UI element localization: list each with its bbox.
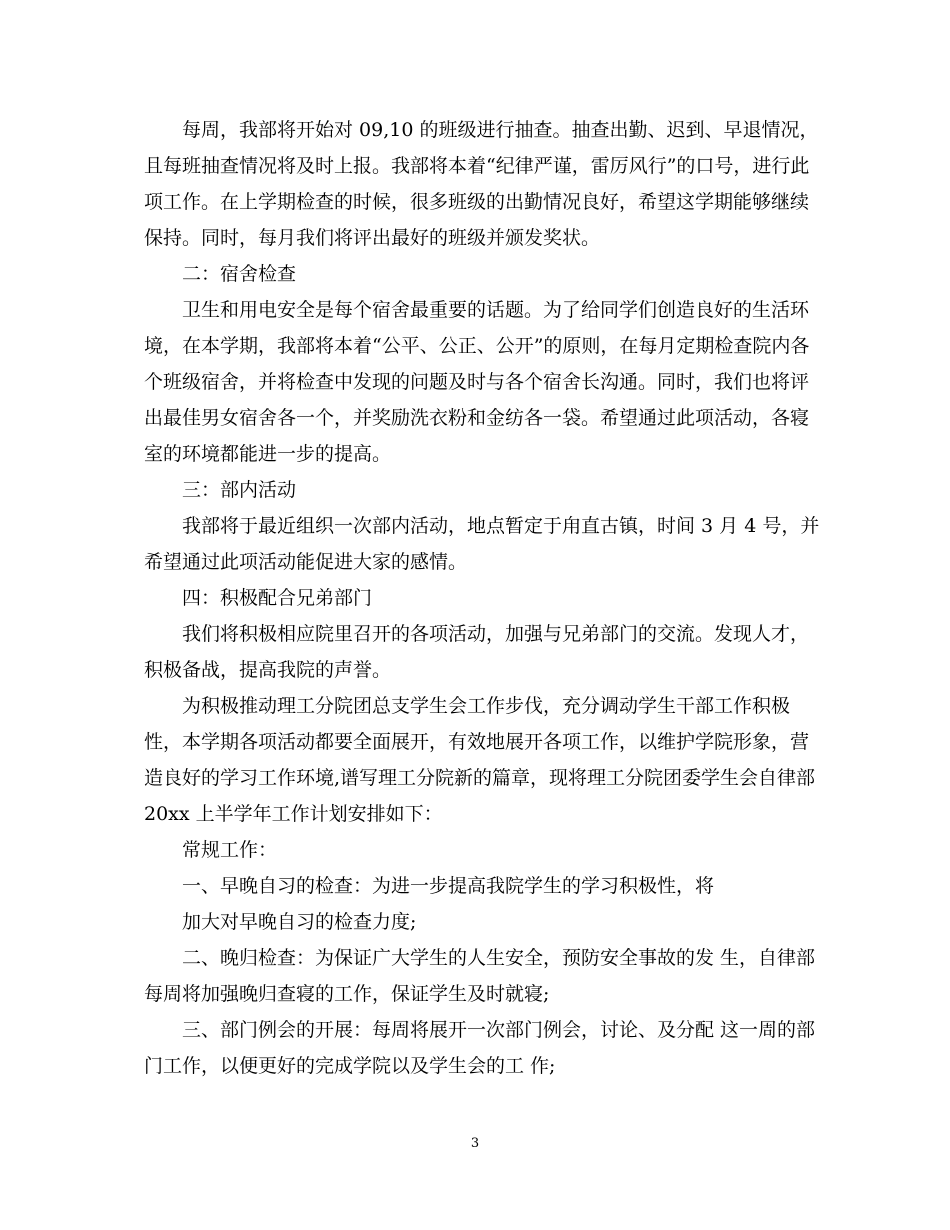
text-line: 卫生和用电安全是每个宿舍最重要的话题。为了给同学们创造良好的生活环 <box>182 299 810 321</box>
text-line: 项工作。在上学期检查的时候，很多班级的出勤情况良好，希望这学期能够继续 <box>144 191 810 213</box>
text-line: 四：积极配合兄弟部门 <box>182 587 373 609</box>
text-line: 每周将加强晚归查寝的工作，保证学生及时就寝; <box>144 983 550 1005</box>
text-line: 造良好的学习工作环境,谱写理工分院新的篇章，现将理工分院团委学生会自律部 <box>144 767 816 789</box>
text-line: 我们将积极相应院里召开的各项活动，加强与兄弟部门的交流。发现人才， <box>182 623 810 645</box>
text-line: 常规工作： <box>182 839 278 861</box>
text-line: 个班级宿舍，并将检查中发现的问题及时与各个宿舍长沟通。同时，我们也将评 <box>144 371 810 393</box>
text-line: 二：宿舍检查 <box>182 263 297 285</box>
text-line: 门工作，以便更好的完成学院以及学生会的工 作; <box>144 1055 556 1077</box>
text-line: 每周，我部将开始对 09,10 的班级进行抽查。抽查出勤、迟到、早退情况， <box>182 119 819 141</box>
text-line: 积极备战，提高我院的声誉。 <box>144 659 392 681</box>
text-line: 且每班抽查情况将及时上报。我部将本着“纪律严谨，雷厉风行”的口号，进行此 <box>144 155 810 177</box>
document-body <box>144 112 820 1084</box>
text-line: 希望通过此项活动能促进大家的感情。 <box>144 551 468 573</box>
text-line: 三：部内活动 <box>182 479 297 501</box>
text-line: 一、早晚自习的检查：为进一步提高我院学生的学习积极性，将 <box>182 875 715 897</box>
page-number: 3 <box>470 1136 480 1151</box>
document-page <box>144 112 820 1084</box>
text-line: 二、晚归检查：为保证广大学生的人生安全，预防安全事故的发 生，自律部 <box>182 947 816 969</box>
text-line: 出最佳男女宿舍各一个，并奖励洗衣粉和金纺各一袋。希望通过此项活动，各寝 <box>144 407 810 429</box>
text-line: 境，在本学期，我部将本着“公平、公正、公开”的原则，在每月定期检查院内各 <box>144 335 810 357</box>
text-line: 保持。同时，每月我们将评出最好的班级并颁发奖状。 <box>144 227 601 249</box>
text-line: 我部将于最近组织一次部内活动，地点暂定于甪直古镇，时间 3 月 4 号，并 <box>182 515 820 537</box>
text-line: 20xx 上半学年工作计划安排如下： <box>144 803 443 825</box>
text-line: 性，本学期各项活动都要全面展开，有效地展开各项工作，以维护学院形象，营 <box>144 731 810 753</box>
text-line: 加大对早晚自习的检查力度; <box>182 911 417 933</box>
text-line: 室的环境都能进一步的提高。 <box>144 443 392 465</box>
text-line: 三、部门例会的开展：每周将展开一次部门例会，讨论、及分配 这一周的部 <box>182 1019 816 1041</box>
text-line: 为积极推动理工分院团总支学生会工作步伐，充分调动学生干部工作积极 <box>182 695 791 717</box>
